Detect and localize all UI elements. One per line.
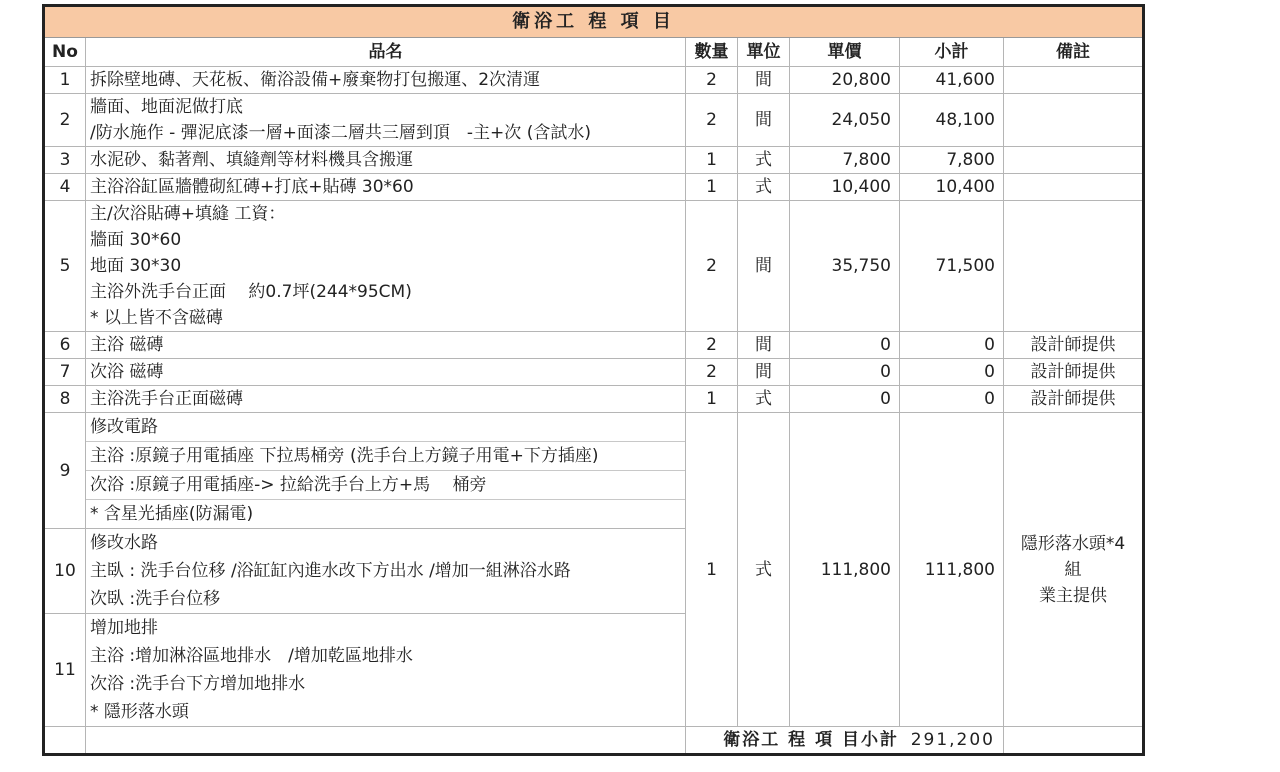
table-body: [44, 67, 1144, 413]
item-line: 主浴浴缸區牆體砌紅磚+打底+貼磚 30*60: [90, 177, 414, 197]
group-subtotal: 111,800: [900, 413, 1004, 727]
row-qty: 2: [686, 332, 738, 359]
row-unit: 間: [738, 67, 790, 94]
row-item-name: [86, 147, 686, 174]
header-qty: 數量: [686, 38, 738, 67]
remark-line: 隱形落水頭*4: [1020, 533, 1126, 554]
row-price: 10,400: [790, 174, 900, 201]
table-row: [44, 332, 1144, 359]
row-item-name: [86, 529, 686, 614]
row-qty: 1: [686, 147, 738, 174]
table-row: [44, 174, 1144, 201]
row-remark: 設計師提供: [1004, 359, 1144, 386]
row-unit: 間: [738, 332, 790, 359]
table-row: [44, 67, 1144, 94]
row-item-name: [86, 413, 686, 529]
table-row: [44, 94, 1144, 147]
item-line: 主浴外洗手台正面 約0.7坪(244*95CM): [90, 282, 412, 302]
row-qty: 2: [686, 67, 738, 94]
total-value: 291,200: [910, 730, 995, 750]
row-price: 0: [790, 359, 900, 386]
header-no: No: [44, 38, 86, 67]
item-line: 次臥 :洗手台位移: [90, 589, 221, 609]
group-remark: [1004, 413, 1144, 727]
total-row: [44, 727, 1144, 755]
item-line: 次浴 磁磚: [90, 362, 164, 382]
group-unit: 式: [738, 413, 790, 727]
row-unit: 式: [738, 386, 790, 413]
row-no: 5: [44, 201, 86, 332]
row-price: 35,750: [790, 201, 900, 332]
item-line: /防水施作 - 彈泥底漆一層+面漆二層共三層到頂 -主+次 (含試水): [90, 123, 591, 143]
row-remark: [1004, 174, 1144, 201]
item-line: 次浴 :洗手台下方增加地排水: [90, 674, 306, 694]
row-price: 7,800: [790, 147, 900, 174]
row-price: 20,800: [790, 67, 900, 94]
row-remark: 設計師提供: [1004, 386, 1144, 413]
item-line: * 含星光插座(防漏電): [90, 504, 254, 524]
item-line: 主/次浴貼磚+填縫 工資：: [90, 204, 286, 224]
remark-line: 組: [1064, 559, 1082, 580]
item-line: 主浴 磁磚: [90, 335, 164, 355]
item-line: 修改水路: [90, 533, 158, 553]
row-remark: [1004, 67, 1144, 94]
row-no: 1: [44, 67, 86, 94]
row-remark: [1004, 201, 1144, 332]
row-item-name: [86, 201, 686, 332]
row-price: 0: [790, 332, 900, 359]
row-qty: 2: [686, 94, 738, 147]
header-unit: 單位: [738, 38, 790, 67]
total-label: 衛浴工 程 項 目小計: [723, 730, 899, 750]
row-item-name: [86, 67, 686, 94]
row-subtotal: 48,100: [900, 94, 1004, 147]
row-qty: 1: [686, 386, 738, 413]
row-qty: 1: [686, 174, 738, 201]
table-title: 衛浴工 程 項 目: [44, 6, 1144, 38]
row-no: 9: [44, 413, 86, 529]
table-row: [44, 413, 1144, 529]
row-remark: 設計師提供: [1004, 332, 1144, 359]
row-item-name: [86, 386, 686, 413]
item-line: * 以上皆不含磁磚: [90, 308, 223, 328]
item-line: 牆面 30*60: [90, 230, 182, 250]
row-item-name: [86, 614, 686, 727]
quotation-sheet: [42, 4, 1142, 756]
row-item-name: [86, 332, 686, 359]
table-row: [44, 201, 1144, 332]
header-name: 品名: [86, 38, 686, 67]
row-remark: [1004, 147, 1144, 174]
row-no: 7: [44, 359, 86, 386]
item-line: 主臥 : 洗手台位移 /浴缸缸內進水改下方出水 /增加一組淋浴水路: [90, 561, 571, 581]
item-line: 次浴 :原鏡子用電插座-> 拉給洗手台上方+馬 桶旁: [86, 471, 685, 500]
row-subtotal: 41,600: [900, 67, 1004, 94]
group-price: 111,800: [790, 413, 900, 727]
row-subtotal: 7,800: [900, 147, 1004, 174]
bathroom-works-table: [42, 4, 1145, 756]
item-line: 地面 30*30: [90, 256, 182, 276]
row-unit: 間: [738, 359, 790, 386]
item-line: 主浴洗手台正面磁磚: [90, 389, 243, 409]
row-remark: [1004, 94, 1144, 147]
row-qty: 2: [686, 359, 738, 386]
item-line: 主浴 :原鏡子用電插座 下拉馬桶旁 (洗手台上方鏡子用電+下方插座): [86, 442, 685, 471]
row-no: 4: [44, 174, 86, 201]
item-line: 增加地排: [90, 618, 158, 638]
row-no: 2: [44, 94, 86, 147]
row-no: 11: [44, 614, 86, 727]
row-subtotal: 10,400: [900, 174, 1004, 201]
header-remark: 備註: [1004, 38, 1144, 67]
row-subtotal: 0: [900, 386, 1004, 413]
item-line: 主浴 :增加淋浴區地排水 /增加乾區地排水: [90, 646, 413, 666]
row-no: 6: [44, 332, 86, 359]
header-subtotal: 小計: [900, 38, 1004, 67]
item-line: 拆除壁地磚、天花板、衛浴設備+廢棄物打包搬運、2次清運: [90, 70, 541, 90]
row-unit: 式: [738, 174, 790, 201]
row-price: 0: [790, 386, 900, 413]
item-line: 水泥砂、黏著劑、填縫劑等材料機具含搬運: [90, 150, 413, 170]
row-unit: 間: [738, 201, 790, 332]
table-row: [44, 359, 1144, 386]
table-row: [44, 147, 1144, 174]
group-qty: 1: [686, 413, 738, 727]
row-price: 24,050: [790, 94, 900, 147]
row-subtotal: 71,500: [900, 201, 1004, 332]
item-line: * 隱形落水頭: [90, 702, 189, 722]
table-group-rows: [44, 413, 1144, 727]
header-row: [44, 38, 1144, 67]
row-item-name: [86, 174, 686, 201]
row-unit: 間: [738, 94, 790, 147]
row-qty: 2: [686, 201, 738, 332]
row-no: 10: [44, 529, 86, 614]
row-subtotal: 0: [900, 359, 1004, 386]
row-item-name: [86, 359, 686, 386]
table-row: [44, 386, 1144, 413]
remark-line: 業主提供: [1039, 585, 1107, 606]
row-unit: 式: [738, 147, 790, 174]
row-subtotal: 0: [900, 332, 1004, 359]
header-price: 單價: [790, 38, 900, 67]
item-line: 牆面、地面泥做打底: [90, 97, 243, 117]
item-line: 修改電路: [86, 413, 685, 442]
row-no: 8: [44, 386, 86, 413]
row-item-name: [86, 94, 686, 147]
row-no: 3: [44, 147, 86, 174]
